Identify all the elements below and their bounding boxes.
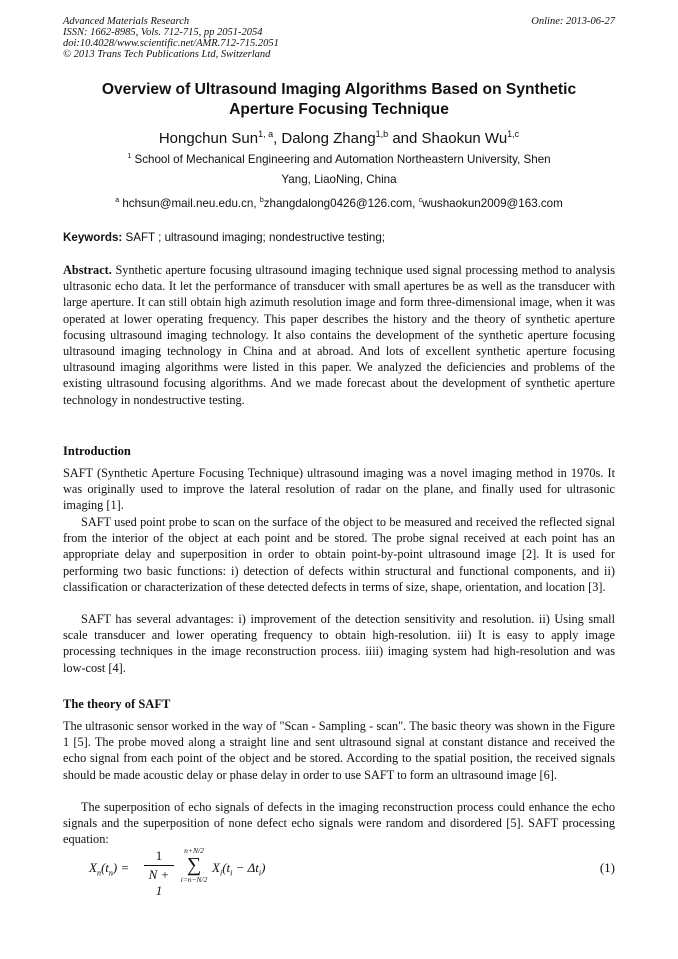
keywords-label: Keywords: — [63, 231, 123, 244]
abstract-text: Synthetic aperture focusing ultrasound imaging technique used signal processing method to analysis ultrasonic echo data. It let the performance of transducer with small apertures be as well as the transducer with large aperture. It can still obtain high azimuth resolution image and form three-dimensional image, when it was operated at lower operating frequency. This paper describes the history and the theory of synthetic aperture focusing ultrasound imaging technology. It also contains the development of the synthetic aperture focusing ultrasound imaging technology in China and at abroad. And lots of excellent synthetic aperture focusing ultrasound imaging algorithms were listed in this paper. We analyzed the deficiencies and problems of the existing ultrasound focusing algorithms. And we made forecast about the development of synthetic aperture technology in nondestructive testing. — [63, 263, 615, 407]
equation-summation — [177, 846, 211, 884]
theory-paragraph-1: The ultrasonic sensor worked in the way of "Scan - Sampling - scan". The basic theory was shown in the Figure 1 [5]. The probe moved along a straight line and sent ultrasound signal at constant distance and received the echo signal from each point of the object and be stored. According to the spatial position, the received signals should be made acoustic delay or phase delay in order to use SAFT to form an ultrasound image [6]. — [63, 719, 615, 782]
author-list — [60, 124, 618, 149]
abstract-label: Abstract. — [63, 263, 112, 277]
eq-denominator: N + 1 — [148, 867, 170, 898]
eq-numerator: 1 — [155, 848, 163, 863]
equation-lhs — [89, 860, 129, 878]
email-sup-c: c — [418, 197, 423, 204]
intro-paragraph-2: SAFT used point probe to scan on the surface of the object to be measured and received the reflected signal from the interior of the object at each point and be stored. The probe signal received at each point has an appropriate delay and superposition in order to obtain point-by-point ultrasound image [2]. It is used for performing two basic functions: i) detection of defects within structural and functional components, and ii) classification or characterization of these detected defects in terms of size, shape, orientation, and location [3]. — [63, 515, 615, 594]
email-sup-a: a — [115, 197, 120, 204]
eq-rhs-sub: i — [219, 868, 223, 878]
theory-heading: The theory of SAFT — [63, 697, 171, 711]
email-a[interactable]: hchsun@mail.neu.edu.cn, — [122, 197, 260, 210]
paper-title — [60, 80, 618, 120]
journal-name: Advanced Materials Research — [63, 16, 190, 27]
author-1: Hongchun Sun — [158, 130, 259, 147]
equation-fraction — [144, 848, 174, 899]
author-3: Shaokun Wu — [421, 130, 508, 147]
title-line-1: Overview of Ultrasound Imaging Algorithms Based on Synthetic — [101, 81, 577, 98]
email-line — [60, 194, 618, 211]
eq-lhs-close: ) = — [112, 860, 130, 875]
journal-header — [63, 16, 279, 60]
copyright-line: © 2013 Trans Tech Publications Ltd, Switzerland — [63, 49, 271, 60]
eq-lhs-var: X — [89, 860, 97, 875]
eq-rhs-close: ) — [261, 860, 266, 875]
email-sup-b: b — [259, 197, 264, 204]
issn-line: ISSN: 1662-8985, Vols. 712-715, pp 2051-2054 — [63, 27, 263, 38]
author-sep-1: , — [273, 130, 282, 147]
email-b[interactable]: zhangdalong0426@126.com, — [263, 197, 419, 210]
intro-paragraph-1: SAFT (Synthetic Aperture Focusing Technique) ultrasound imaging was a novel imaging method in 1970s. It was originally used to improve the lateral resolution of radar on the plane, and finally used for ultrasonic imaging [1]. — [63, 466, 615, 513]
affiliation-sup: 1 — [127, 153, 132, 160]
author-2: Dalong Zhang — [281, 130, 376, 147]
equation-rhs — [212, 860, 265, 878]
eq-rhs-delta-sub: i — [258, 868, 262, 878]
theory-paragraph-2: The superposition of echo signals of defects in the imaging reconstruction process could enhance the echo signals and the superposition of none defect echo signals were random and disordered [5]. SAFT processing equation: — [63, 800, 615, 847]
eq-lhs-arg: (t — [100, 860, 109, 875]
eq-sum-symbol: ∑ — [186, 854, 202, 876]
affiliation-text-1: School of Mechanical Engineering and Automation Northeastern University, Shen — [134, 153, 551, 166]
eq-sum-lower: i=n−N/2 — [180, 875, 208, 884]
eq-lhs-sub: n — [96, 868, 101, 878]
title-line-2: Aperture Focusing Technique — [229, 101, 449, 118]
equation-number: (1) — [599, 860, 615, 875]
eq-rhs-arg-sub: i — [230, 868, 233, 878]
affiliation-line-2: Yang, LiaoNing, China — [281, 173, 397, 186]
author-3-sup: 1,c — [507, 129, 520, 139]
eq-rhs-delta: − Δt — [232, 860, 259, 875]
affiliation-line-1 — [60, 150, 618, 167]
introduction-heading: Introduction — [63, 444, 131, 458]
author-1-sup: 1, a — [258, 129, 274, 139]
saft-equation — [89, 846, 615, 898]
keywords — [63, 231, 385, 244]
abstract — [63, 262, 615, 408]
eq-fraction-bar — [144, 865, 174, 866]
author-sep-2: and — [388, 130, 422, 147]
online-date: Online: 2013-06-27 — [531, 16, 615, 27]
eq-rhs-arg: (t — [222, 860, 231, 875]
eq-sum-upper: n+N/2 — [184, 846, 204, 855]
intro-paragraph-3: SAFT has several advantages: i) improvement of the detection sensitivity and resolution. ii) Using small scale transducer and lower operating frequency to obtain high-resolution. iii) It is easy to apply image processing techniques in the image reconstruction process. iiii) imaging system had high-resolution and was low-cost [4]. — [63, 612, 615, 675]
email-c[interactable]: wushaokun2009@163.com — [422, 197, 563, 210]
eq-rhs-var: X — [212, 860, 220, 875]
keywords-text: SAFT ; ultrasound imaging; nondestructive testing; — [122, 231, 385, 244]
author-2-sup: 1,b — [375, 129, 389, 139]
doi-line[interactable]: doi:10.4028/www.scientific.net/AMR.712-715.2051 — [63, 38, 279, 49]
eq-lhs-arg-sub: n — [108, 868, 113, 878]
